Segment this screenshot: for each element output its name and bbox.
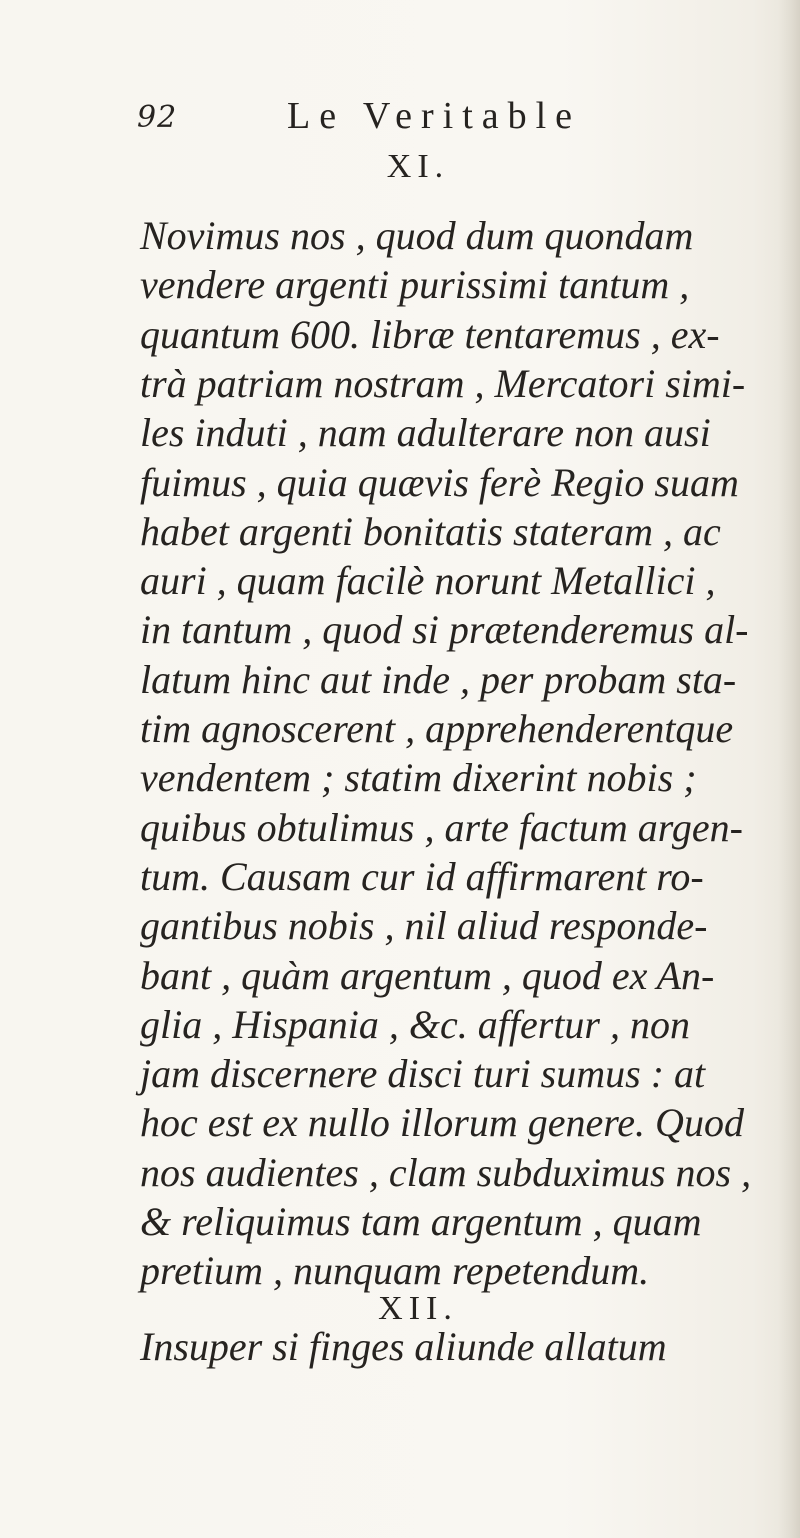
section-xi-line: auri , quam facilè norunt Metallici ,: [140, 558, 716, 604]
section-xi-line: quantum 600. libræ tentaremus , ex-: [140, 311, 720, 357]
section-xi-line: fuimus , quia quævis ferè Regio suam: [140, 459, 739, 505]
section-xi-line: glia , Hispania , &c. affertur , non: [140, 1001, 690, 1047]
section-xi-line: trà patriam nostram , Mercatori simi-: [140, 360, 746, 406]
section-heading-xi: XI.: [386, 148, 450, 185]
section-xi-line: vendentem ; statim dixerint nobis ;: [140, 755, 697, 801]
section-xi-line: vendere argenti purissimi tantum ,: [140, 262, 690, 308]
section-xi-line: habet argenti bonitatis stateram , ac: [140, 508, 721, 554]
page-header: [137, 94, 777, 144]
running-title: Le Veritable: [287, 95, 582, 137]
page-number: 92: [137, 100, 178, 135]
section-heading-xii: XII.: [378, 1290, 458, 1327]
section-xi-line: quibus obtulimus , arte factum argen-: [140, 804, 743, 850]
section-xi-line: hoc est ex nullo illorum genere. Quod: [140, 1100, 744, 1146]
section-xi-line: Novimus nos , quod dum quondam: [140, 213, 694, 258]
section-xi-line: tum. Causam cur id affirmarent ro-: [140, 853, 704, 899]
section-xi-line: in tantum , quod si prætenderemus al-: [140, 607, 749, 653]
section-xii-line: Insuper si finges aliunde allatum: [140, 1324, 667, 1369]
section-xi-line: gantibus nobis , nil aliud responde-: [140, 903, 708, 949]
section-xi-line: pretium , nunquam repetendum.: [140, 1248, 650, 1294]
section-xi-line: bant , quàm argentum , quod ex An-: [140, 952, 715, 998]
section-xi-line: les induti , nam adulterare non ausi: [140, 410, 711, 456]
section-xi-line: nos audientes , clam subduximus nos ,: [140, 1149, 752, 1195]
section-xi-line: tim agnoscerent , apprehenderentque: [140, 706, 734, 751]
section-xi-line: latum hinc aut inde , per probam sta-: [140, 656, 737, 702]
section-xi-line: & reliquimus tam argentum , quam: [140, 1199, 702, 1244]
section-xi-line: jam discernere disci turi sumus : at: [140, 1051, 706, 1097]
